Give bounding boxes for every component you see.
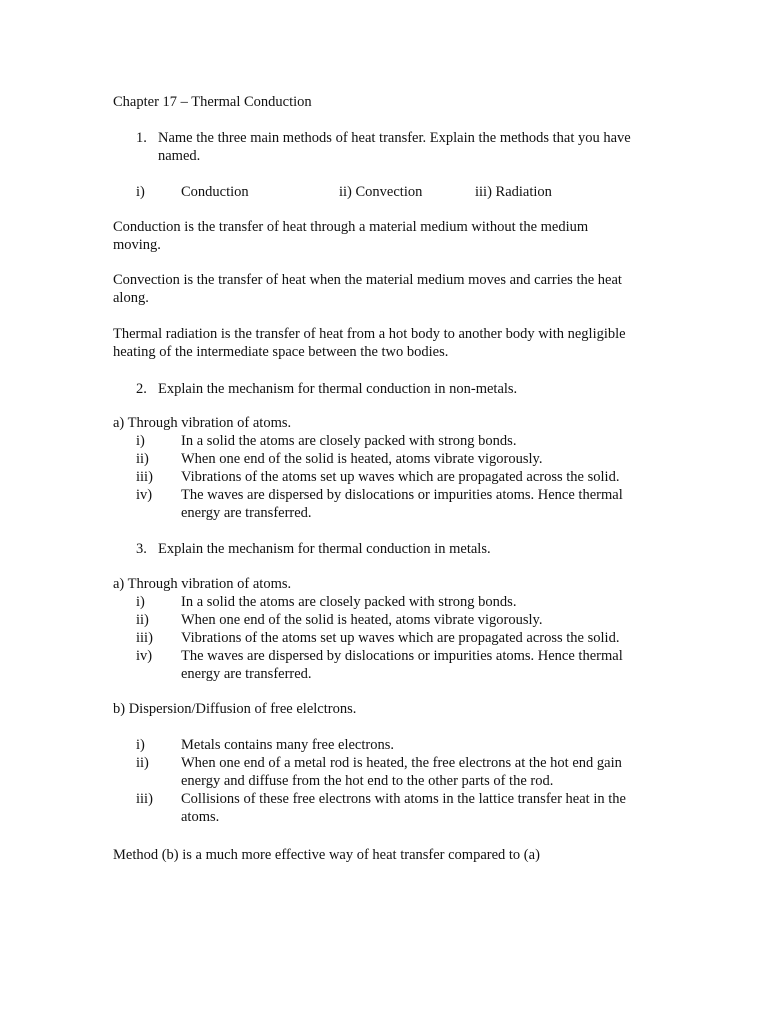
- question-3-number: 3.: [136, 541, 147, 557]
- question-1-text: Name the three main methods of heat transfer. Explain the methods that you have named.: [158, 130, 631, 164]
- q2-item-text: Vibrations of the atoms set up waves which are propagated across the solid.: [181, 469, 620, 485]
- q3a-item-text: The waves are dispersed by dislocations or impurities atoms. Hence thermal energy are transferred.: [181, 648, 623, 682]
- q3a-item-label: iii): [136, 630, 153, 646]
- q3a-item-label: ii): [136, 612, 149, 628]
- q2-item-text: In a solid the atoms are closely packed with strong bonds.: [181, 433, 517, 449]
- q3-subheading-b: b) Dispersion/Diffusion of free elelctrons.: [113, 701, 357, 717]
- method-3: iii) Radiation: [475, 184, 552, 200]
- q3a-item-label: i): [136, 594, 145, 610]
- question-1-number: 1.: [136, 130, 147, 146]
- q3a-item-label: iv): [136, 648, 153, 664]
- q3b-item-label: ii): [136, 755, 149, 771]
- definition-conduction: Conduction is the transfer of heat through a material medium without the medium moving.: [113, 219, 589, 253]
- definition-convection: Convection is the transfer of heat when the material medium moves and carries the heat along.: [113, 272, 622, 306]
- q2-item-label: iii): [136, 469, 153, 485]
- q3b-item-label: i): [136, 737, 145, 753]
- q2-subheading-a: a) Through vibration of atoms.: [113, 415, 292, 431]
- method-1-name: Conduction: [181, 184, 249, 200]
- q3a-item-text: Vibrations of the atoms set up waves which are propagated across the solid.: [181, 630, 620, 646]
- q2-item-label: i): [136, 433, 145, 449]
- q2-item-text: When one end of the solid is heated, atoms vibrate vigorously.: [181, 451, 543, 467]
- method-1-label: i): [136, 184, 145, 200]
- q3a-item-text: When one end of the solid is heated, atoms vibrate vigorously.: [181, 612, 543, 628]
- q3b-item-text: Metals contains many free electrons.: [181, 737, 394, 753]
- question-3-text: Explain the mechanism for thermal conduction in metals.: [158, 541, 491, 557]
- q3b-item-text: When one end of a metal rod is heated, the free electrons at the hot end gain energy and diffuse from the hot end to the other parts of the rod.: [181, 755, 622, 789]
- conclusion: Method (b) is a much more effective way of heat transfer compared to (a): [113, 847, 540, 863]
- method-2: ii) Convection: [339, 184, 423, 200]
- q3b-item-text: Collisions of these free electrons with atoms in the lattice transfer heat in the atoms.: [181, 791, 626, 825]
- q3a-item-text: In a solid the atoms are closely packed with strong bonds.: [181, 594, 517, 610]
- q2-item-label: ii): [136, 451, 149, 467]
- q2-item-label: iv): [136, 487, 153, 503]
- q2-item-text: The waves are dispersed by dislocations or impurities atoms. Hence thermal energy are transferred.: [181, 487, 623, 521]
- q3b-item-label: iii): [136, 791, 153, 807]
- question-2-number: 2.: [136, 381, 147, 397]
- q3-subheading-a: a) Through vibration of atoms.: [113, 576, 292, 592]
- definition-radiation: Thermal radiation is the transfer of heat from a hot body to another body with negligible heating of the intermediate space between the two bodies.: [113, 326, 626, 360]
- question-2-text: Explain the mechanism for thermal conduction in non-metals.: [158, 381, 518, 397]
- chapter-title: Chapter 17 – Thermal Conduction: [113, 94, 312, 110]
